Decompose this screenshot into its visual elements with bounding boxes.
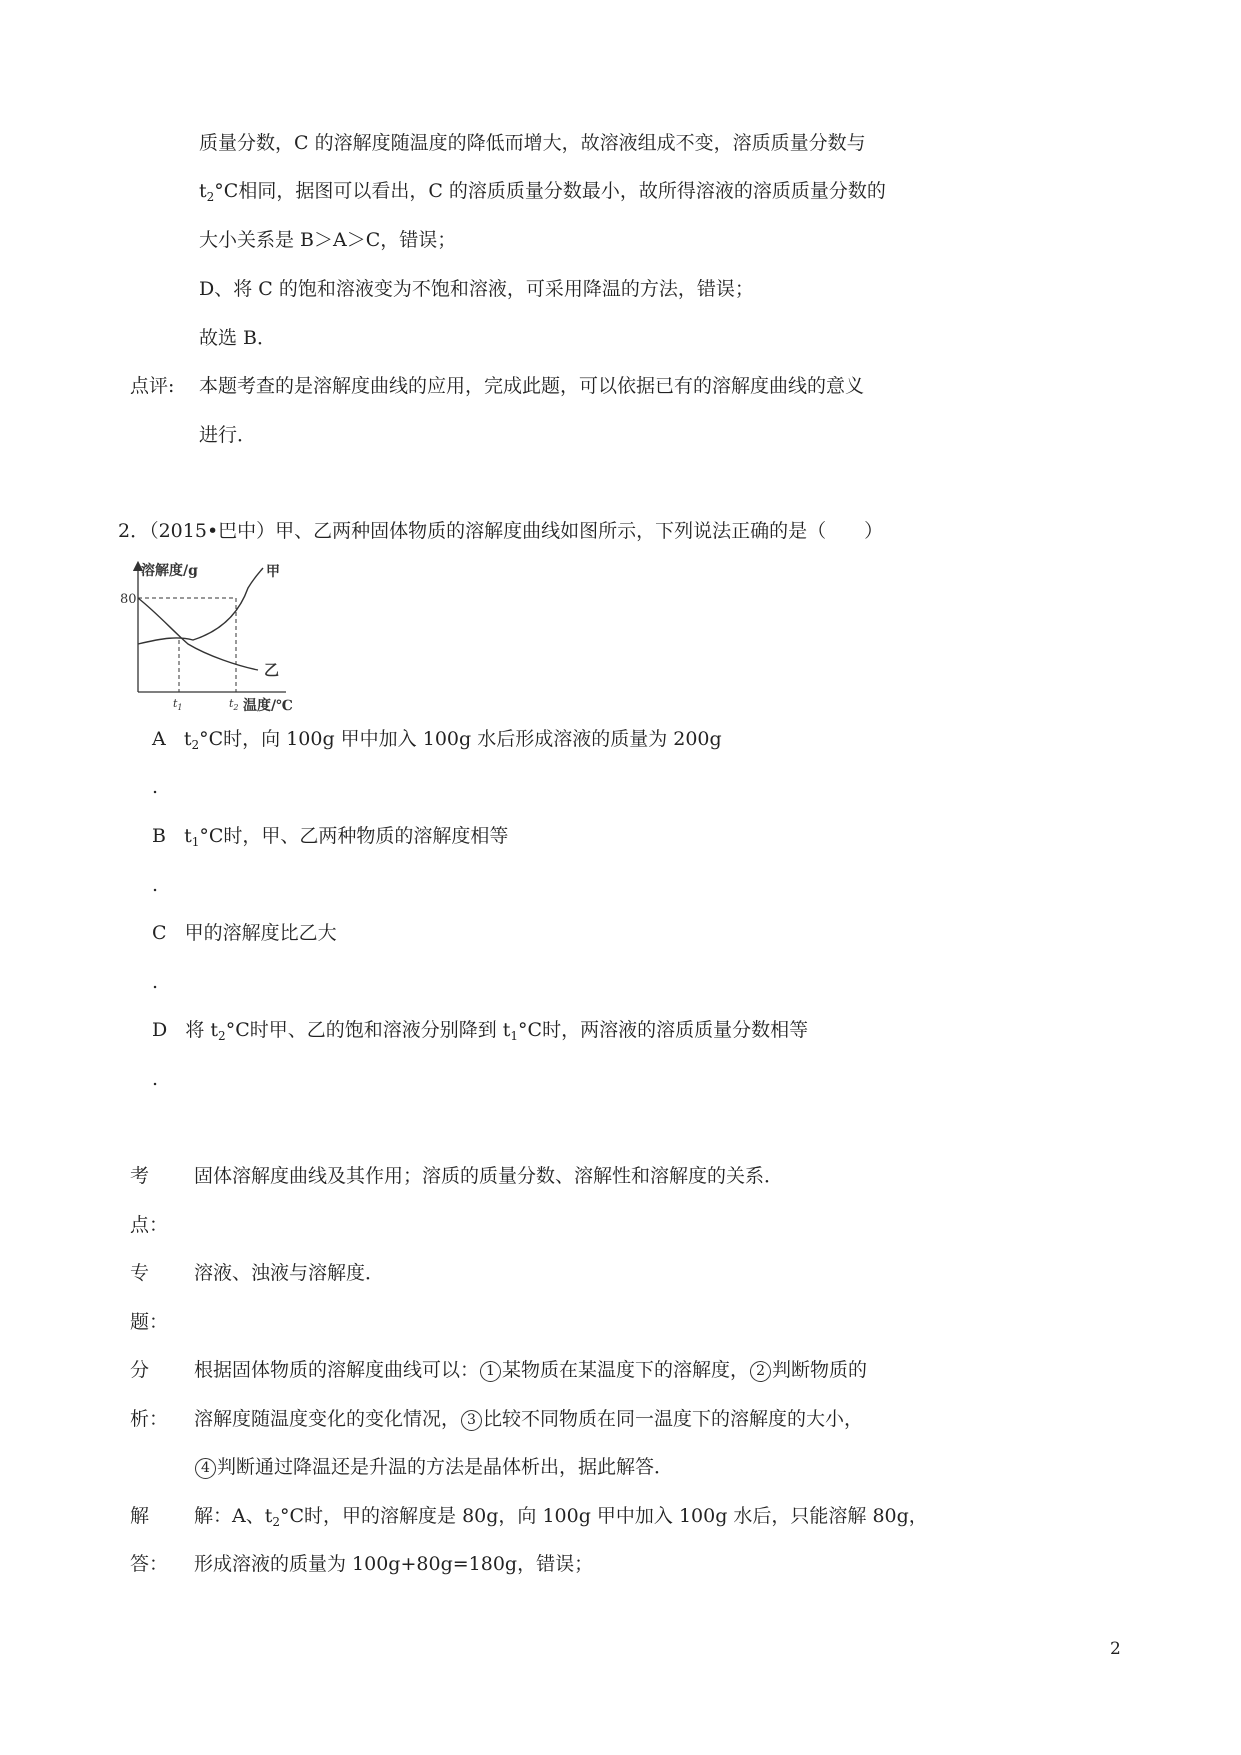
comment-text: 本题考查的是溶解度曲线的应用，完成此题，可以依据已有的溶解度曲线的意义 [199, 375, 865, 397]
solution-line: 大小关系是 B＞A＞C，错误； [199, 229, 457, 251]
circled-number: 4 [195, 1458, 216, 1479]
x-tick-t2: $t_2$ [229, 697, 239, 712]
jieda-label: 答： [130, 1553, 169, 1575]
comment-text: 进行． [199, 424, 257, 446]
y-axis-label: 溶解度/g [141, 563, 198, 579]
option-d-dot: . [152, 1068, 159, 1090]
zhuanti-label: 题： [130, 1311, 169, 1333]
curve-jia-label: 甲 [266, 564, 280, 580]
fenxi-text: 根据固体物质的溶解度曲线可以： 1 某物质在某温度下的溶解度， 2 判断物质的 [194, 1359, 868, 1381]
kaodian-label: 考 [130, 1165, 150, 1187]
x-axis-label: 温度/℃ [243, 698, 293, 714]
x-tick-t1: $t_1$ [173, 697, 183, 712]
jieda-text: 解：A、$t_2^\circ C$时，甲的溶解度是 80g，向 100g 甲中加入 100g 水后，只能溶解 80g， [194, 1505, 928, 1529]
zhuanti-text: 溶液、浊液与溶解度． [194, 1262, 385, 1284]
circled-number: 2 [750, 1361, 771, 1382]
circled-number: 1 [480, 1361, 501, 1382]
y-tick-80: 80 [120, 592, 137, 607]
option-d: D 将 $t_2^\circ C$时甲、乙的饱和溶液分别降到 $t_1^\circ C$时，两溶液的溶质质量分数相等 [152, 1019, 809, 1043]
solution-line: 故选 B． [199, 327, 277, 349]
kaodian-label: 点： [130, 1214, 169, 1236]
zhuanti-label: 专 [130, 1262, 150, 1284]
solution-line: D、将 C 的饱和溶液变为不饱和溶液，可采用降温的方法，错误； [199, 278, 754, 300]
option-c-dot: . [152, 971, 159, 993]
page-number: 2 [1110, 1639, 1121, 1659]
question-stem: 2．（2015•巴中）甲、乙两种固体物质的溶解度曲线如图所示，下列说法正确的是（ ） [118, 520, 884, 542]
option-b: B $t_1^\circ C$时，甲、乙两种物质的溶解度相等 [152, 825, 509, 849]
fenxi-label: 分 [130, 1359, 150, 1381]
fenxi-label: 析： [130, 1408, 169, 1430]
jieda-text: 形成溶液的质量为 100g+80g=180g，错误； [194, 1553, 594, 1575]
solution-line: $t_2^\circ C$相同，据图可以看出，C 的溶质质量分数最小，故所得溶液的溶质质量分数的 [199, 180, 886, 204]
option-a: A $t_2^\circ C$时，向 100g 甲中加入 100g 水后形成溶液的质量为 200g [152, 728, 722, 752]
option-a-dot: . [152, 776, 159, 798]
comment-label: 点评: [130, 375, 175, 397]
kaodian-text: 固体溶解度曲线及其作用；溶质的质量分数、溶解性和溶解度的关系． [194, 1165, 784, 1187]
option-c: C 甲的溶解度比乙大 [152, 922, 337, 944]
fenxi-text: 溶解度随温度变化的变化情况， 3 比较不同物质在同一温度下的溶解度的大小， [194, 1408, 864, 1430]
solubility-curve-figure [118, 556, 318, 716]
curve-yi [138, 598, 258, 670]
option-b-dot: . [152, 874, 159, 896]
curve-yi-label: 乙 [264, 661, 280, 679]
curve-jia [138, 568, 263, 644]
solution-line: 质量分数，C 的溶解度随温度的降低而增大，故溶液组成不变，溶质质量分数与 [199, 132, 866, 154]
jieda-label: 解 [130, 1505, 150, 1527]
circled-number: 3 [461, 1410, 482, 1431]
fenxi-text: 4 判断通过降温还是升温的方法是晶体析出，据此解答． [194, 1458, 673, 1479]
